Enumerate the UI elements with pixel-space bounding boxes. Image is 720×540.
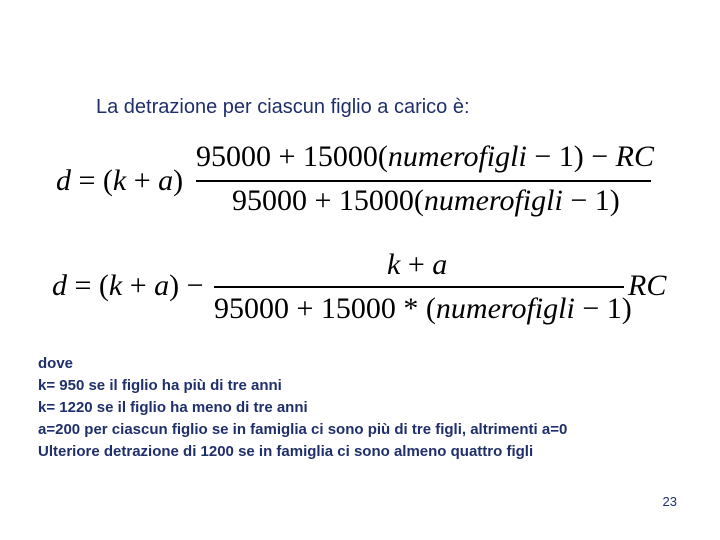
denominator-prefix: 95000 + 15000( bbox=[232, 184, 424, 217]
plus: + bbox=[400, 248, 433, 281]
close-paren: ) bbox=[173, 164, 184, 197]
numerator-prefix: 95000 + 15000( bbox=[196, 140, 388, 173]
formula-2-lhs bbox=[52, 269, 204, 303]
var-numerofigli: numerofigli bbox=[435, 292, 575, 325]
formula-1-numerator bbox=[196, 140, 654, 174]
formula-1-lhs bbox=[56, 164, 183, 198]
var-a: a bbox=[158, 164, 174, 197]
plus: + bbox=[122, 269, 155, 302]
var-d: d bbox=[52, 269, 67, 302]
formula-2-fraction-bar bbox=[214, 286, 624, 288]
plus: + bbox=[126, 164, 159, 197]
denominator-suffix: − 1) bbox=[562, 184, 620, 217]
note-line: k= 1220 se il figlio ha meno di tre anni bbox=[38, 399, 308, 416]
note-line: a=200 per ciascun figlio se in famiglia ci sono più di tre figli, altrimenti a=0 bbox=[38, 421, 568, 438]
denominator-prefix: 95000 + 15000 * ( bbox=[214, 292, 436, 325]
formula-1-fraction-bar bbox=[196, 180, 651, 182]
numerator-suffix: − 1) − bbox=[526, 140, 616, 173]
var-rc: RC bbox=[628, 269, 667, 302]
var-rc: RC bbox=[615, 140, 654, 173]
var-a: a bbox=[154, 269, 170, 302]
note-line: dove bbox=[38, 355, 74, 372]
note-line: Ulteriore detrazione di 1200 se in famiglia ci sono almeno quattro figli bbox=[38, 443, 534, 460]
formula-2 bbox=[52, 250, 692, 330]
formula-2-denominator bbox=[214, 292, 632, 326]
var-k: k bbox=[108, 269, 123, 302]
var-k: k bbox=[112, 164, 127, 197]
formula-2-numerator bbox=[387, 248, 447, 282]
note-line: k= 950 se il figlio ha più di tre anni bbox=[38, 377, 282, 394]
close-paren-minus: ) − bbox=[169, 269, 204, 302]
equals-open: = ( bbox=[71, 164, 113, 197]
notes-block bbox=[38, 353, 567, 463]
var-numerofigli: numerofigli bbox=[423, 184, 563, 217]
var-k: k bbox=[387, 248, 401, 281]
formula-1 bbox=[56, 140, 676, 230]
page-number: 23 bbox=[662, 494, 677, 509]
formula-2-rc bbox=[628, 269, 666, 303]
var-a: a bbox=[432, 248, 448, 281]
formula-1-denominator bbox=[232, 184, 620, 218]
var-numerofigli: numerofigli bbox=[387, 140, 527, 173]
equals-open: = ( bbox=[67, 269, 109, 302]
var-d: d bbox=[56, 164, 71, 197]
slide-heading: La detrazione per ciascun figlio a carico è: bbox=[96, 96, 470, 118]
denominator-suffix: − 1) bbox=[574, 292, 632, 325]
